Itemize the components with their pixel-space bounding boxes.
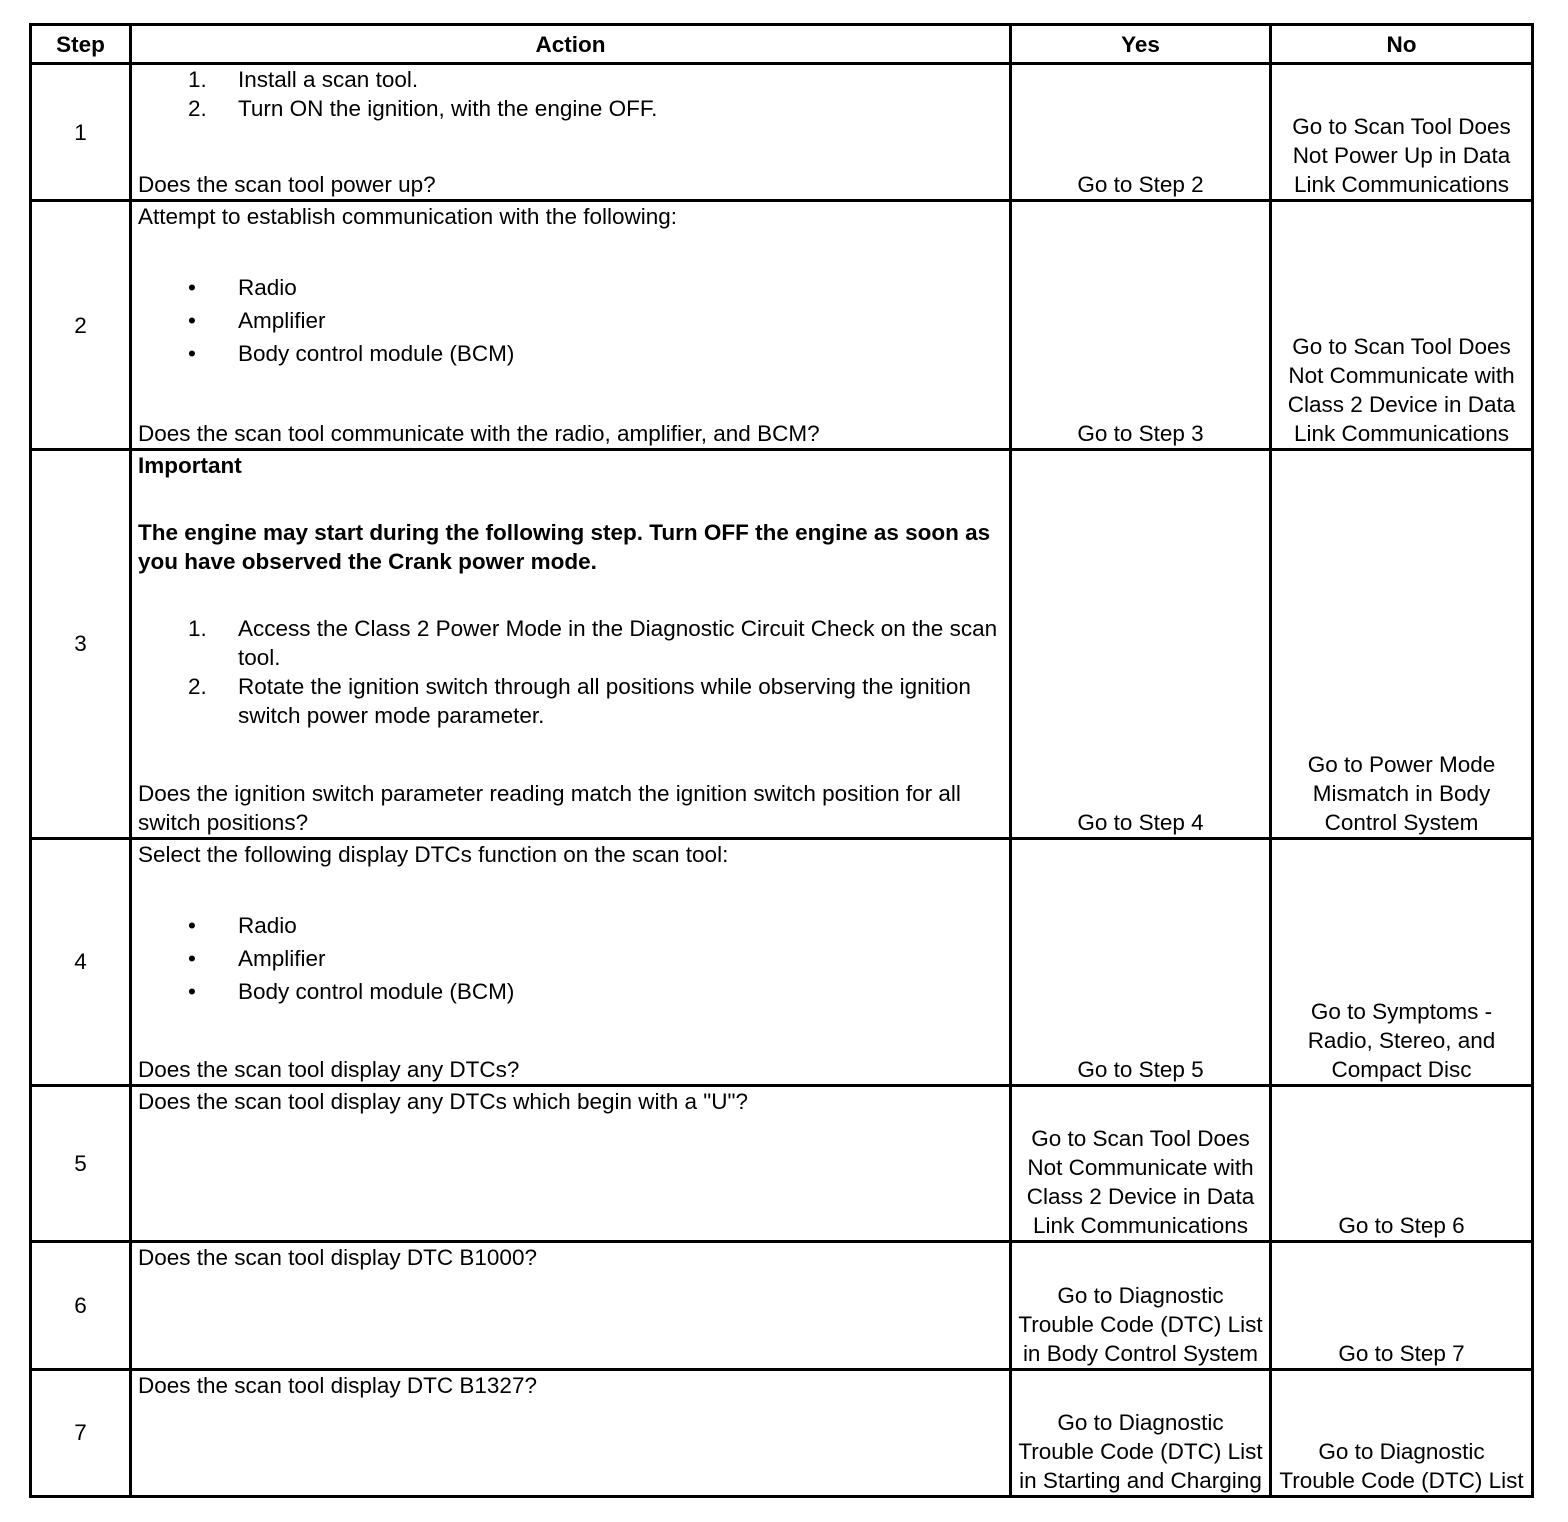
list-item: 2. Rotate the ignition switch through all positions while observing the ignition switch power mode parameter. bbox=[188, 673, 971, 728]
list-item: • Body control module (BCM) bbox=[188, 341, 515, 367]
table-row-step-3 bbox=[31, 449, 1533, 838]
action-cell bbox=[131, 838, 1011, 1086]
yes-cell: Go to Step 4 bbox=[1011, 449, 1271, 838]
table-row-step-6 bbox=[31, 1242, 1533, 1369]
header-no: No bbox=[1271, 25, 1533, 64]
step-number: 1 bbox=[31, 64, 131, 201]
yes-cell: Go to Diagnostic Trouble Code (DTC) List in Starting and Charging bbox=[1011, 1369, 1271, 1496]
action-cell bbox=[131, 449, 1011, 838]
header-step: Step bbox=[31, 25, 131, 64]
table-row-step-2 bbox=[31, 201, 1533, 450]
table-row-step-1 bbox=[31, 64, 1533, 201]
step-number: 2 bbox=[31, 201, 131, 450]
header-action: Action bbox=[131, 25, 1011, 64]
step-number: 4 bbox=[31, 838, 131, 1086]
question-text: Does the scan tool power up? bbox=[138, 172, 436, 198]
intro-text: Attempt to establish communication with the following: bbox=[138, 204, 678, 230]
diagnostic-table bbox=[29, 23, 1534, 1498]
list-item: 1. Access the Class 2 Power Mode in the Diagnostic Circuit Check on the scan tool. bbox=[188, 615, 998, 670]
no-cell: Go to Symptoms - Radio, Stereo, and Compact Disc bbox=[1271, 838, 1533, 1086]
yes-cell: Go to Scan Tool Does Not Communicate with Class 2 Device in Data Link Communications bbox=[1011, 1086, 1271, 1242]
question-text: Does the scan tool display any DTCs which begin with a "U"? bbox=[131, 1086, 1011, 1242]
question-text: Does the ignition switch parameter reading match the ignition switch position for all switch positions? bbox=[138, 780, 961, 835]
question-text: Does the scan tool display any DTCs? bbox=[138, 1057, 520, 1083]
no-cell: Go to Power Mode Mismatch in Body Control System bbox=[1271, 449, 1533, 838]
list-item: • Body control module (BCM) bbox=[188, 978, 515, 1004]
step-number: 3 bbox=[31, 449, 131, 838]
question-text: Does the scan tool communicate with the radio, amplifier, and BCM? bbox=[138, 420, 820, 446]
important-text: The engine may start during the following step. Turn OFF the engine as soon as you have observed the Crank power mode. bbox=[138, 519, 991, 574]
action-cell bbox=[131, 201, 1011, 450]
important-label: Important bbox=[138, 452, 242, 478]
yes-cell: Go to Diagnostic Trouble Code (DTC) List in Body Control System bbox=[1011, 1242, 1271, 1369]
no-cell: Go to Scan Tool Does Not Power Up in Data Link Communications bbox=[1271, 64, 1533, 201]
step-number: 6 bbox=[31, 1242, 131, 1369]
no-cell: Go to Diagnostic Trouble Code (DTC) List bbox=[1271, 1369, 1533, 1496]
table-row-step-7 bbox=[31, 1369, 1533, 1496]
list-item: • Radio bbox=[188, 275, 297, 301]
table-row-step-5 bbox=[31, 1086, 1533, 1242]
yes-cell: Go to Step 2 bbox=[1011, 64, 1271, 201]
question-text: Does the scan tool display DTC B1327? bbox=[131, 1369, 1011, 1496]
yes-cell: Go to Step 5 bbox=[1011, 838, 1271, 1086]
header-row bbox=[31, 25, 1533, 64]
list-item: • Amplifier bbox=[188, 308, 326, 334]
yes-cell: Go to Step 3 bbox=[1011, 201, 1271, 450]
intro-text: Select the following display DTCs function on the scan tool: bbox=[138, 841, 729, 867]
no-cell: Go to Scan Tool Does Not Communicate with Class 2 Device in Data Link Communications bbox=[1271, 201, 1533, 450]
step-number: 7 bbox=[31, 1369, 131, 1496]
table-row-step-4 bbox=[31, 838, 1533, 1086]
list-item: • Radio bbox=[188, 912, 297, 938]
header-yes: Yes bbox=[1011, 25, 1271, 64]
list-item: 2. Turn ON the ignition, with the engine OFF. bbox=[188, 96, 658, 121]
no-cell: Go to Step 6 bbox=[1271, 1086, 1533, 1242]
step-number: 5 bbox=[31, 1086, 131, 1242]
no-cell: Go to Step 7 bbox=[1271, 1242, 1533, 1369]
question-text: Does the scan tool display DTC B1000? bbox=[131, 1242, 1011, 1369]
list-item: 1. Install a scan tool. bbox=[188, 67, 419, 92]
action-cell bbox=[131, 64, 1011, 201]
list-item: • Amplifier bbox=[188, 945, 326, 971]
